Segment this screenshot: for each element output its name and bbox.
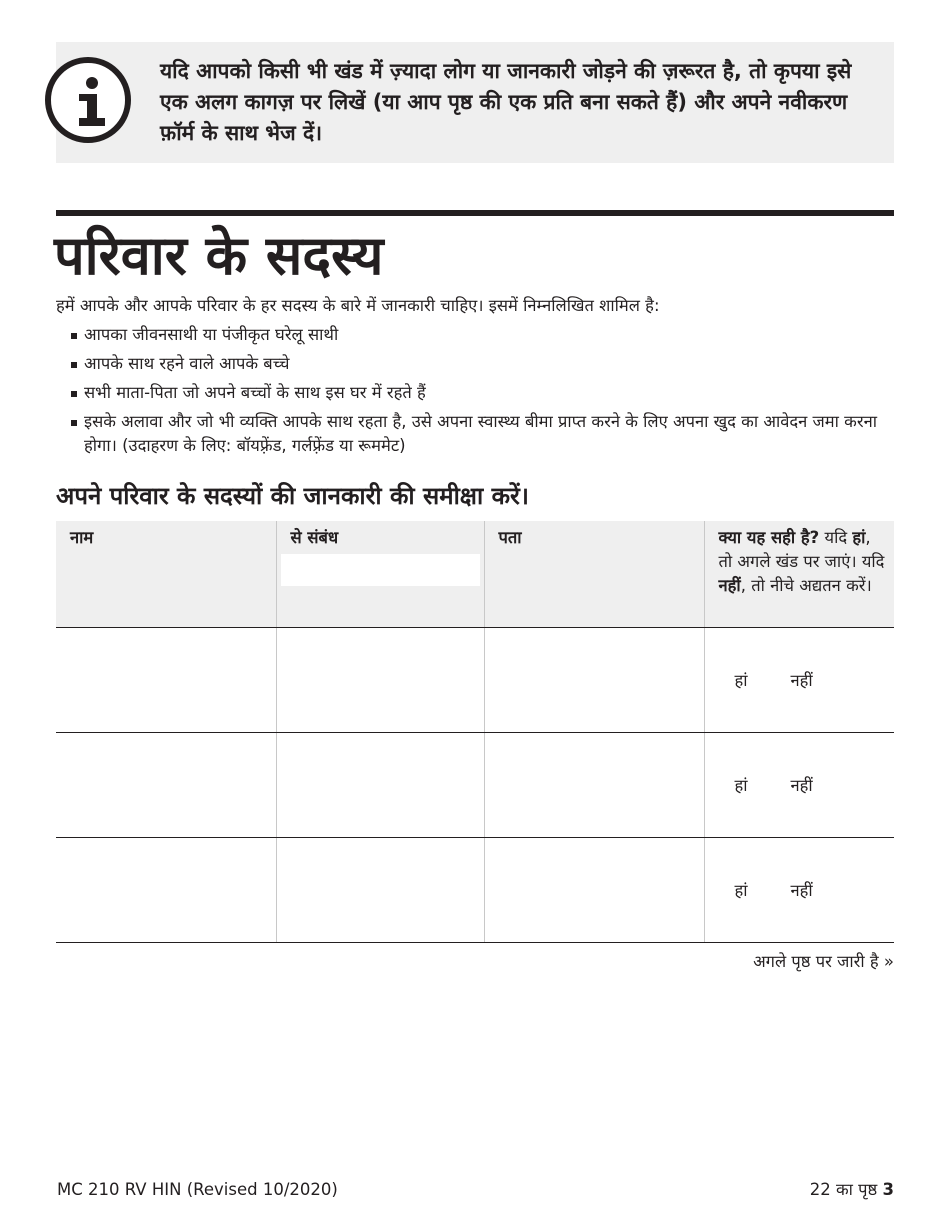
is-correct-cell — [704, 837, 894, 942]
table-header-row — [56, 521, 894, 627]
list-item: सभी माता-पिता जो अपने बच्चों के साथ इस घर में रहते हैं — [68, 381, 894, 405]
page-title: परिवार के सदस्य — [54, 224, 384, 287]
table-row — [56, 732, 894, 837]
relation-to-input[interactable] — [281, 554, 480, 586]
review-heading: अपने परिवार के सदस्यों की जानकारी की समीक्षा करें। — [56, 482, 529, 510]
list-item: आपके साथ रहने वाले आपके बच्चे — [68, 352, 894, 376]
relation-cell[interactable] — [276, 837, 484, 942]
name-cell[interactable] — [56, 837, 276, 942]
yes-option[interactable]: हां — [734, 776, 748, 795]
no-option[interactable]: नहीं — [790, 881, 813, 900]
no-option[interactable]: नहीं — [790, 776, 813, 795]
info-icon — [45, 57, 131, 143]
address-cell[interactable] — [484, 837, 704, 942]
yes-option[interactable]: हां — [734, 671, 748, 690]
list-item: आपका जीवनसाथी या पंजीकृत घरेलू साथी — [68, 323, 894, 347]
no-option[interactable]: नहीं — [790, 671, 813, 690]
household-members-table — [56, 521, 894, 943]
list-item: इसके अलावा और जो भी व्यक्ति आपके साथ रहता है, उसे अपना स्वास्थ्य बीमा प्राप्त करने के लिए अपना खुद का आवेदन जमा करना होगा। (उदाहरण के लिए: बॉयफ़्रेंड, गर्लफ़्रेंड या रूममेट) — [68, 410, 894, 458]
member-criteria-list — [68, 323, 894, 463]
table-row — [56, 627, 894, 732]
name-cell[interactable] — [56, 627, 276, 732]
is-correct-cell — [704, 627, 894, 732]
info-callout-text: यदि आपको किसी भी खंड में ज़्यादा लोग या जानकारी जोड़ने की ज़रूरत है, तो कृपया इसे एक अलग कागज़ पर लिखें (या आप पृष्ठ की एक प्रति बना सकते हैं) और अपने नवीकरण फ़ॉर्म के साथ भेज दें। — [160, 59, 852, 145]
column-header-is-correct: क्या यह सही है? यदि हां, तो अगले खंड पर जाएं। यदि नहीं, तो नीचे अद्यतन करें। — [704, 521, 894, 627]
page-number: 22 का पृष्ठ 3 — [809, 1180, 894, 1199]
relation-cell[interactable] — [276, 732, 484, 837]
relation-cell[interactable] — [276, 627, 484, 732]
column-header-relation: से संबंध — [276, 521, 484, 627]
is-correct-cell — [704, 732, 894, 837]
address-cell[interactable] — [484, 732, 704, 837]
column-header-name: नाम — [56, 521, 276, 627]
column-header-address: पता — [484, 521, 704, 627]
address-cell[interactable] — [484, 627, 704, 732]
continued-note: अगले पृष्ठ पर जारी है » — [753, 952, 894, 971]
name-cell[interactable] — [56, 732, 276, 837]
form-id: MC 210 RV HIN (Revised 10/2020) — [57, 1180, 338, 1199]
table-row — [56, 837, 894, 942]
yes-option[interactable]: हां — [734, 881, 748, 900]
section-divider — [56, 210, 894, 216]
intro-text: हमें आपके और आपके परिवार के हर सदस्य के बारे में जानकारी चाहिए। इसमें निम्नलिखित शामिल है: — [56, 296, 660, 315]
